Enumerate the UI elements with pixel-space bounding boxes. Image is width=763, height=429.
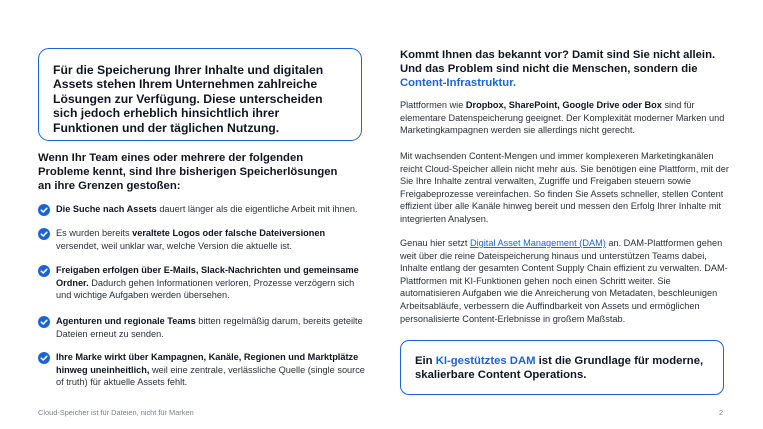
heading-plain: Kommt Ihnen das bekannt vor? Damit sind Sie nicht allein. Und das Problem sind nicht die Menschen, sondern die xyxy=(400,49,716,75)
paragraph-dam xyxy=(400,237,730,325)
problem-text xyxy=(56,315,370,340)
check-circle-icon xyxy=(38,228,50,240)
paragraph-platforms xyxy=(400,99,730,137)
problem-prefix: Es wurden bereits xyxy=(56,228,133,238)
problem-bold: veraltete Logos oder falsche Dateiversionen xyxy=(132,228,326,238)
callout-prefix: Ein xyxy=(415,355,436,367)
callout-highlight: KI-gestütztes DAM xyxy=(435,355,536,367)
callout-text: ist die Grundlage für moderne, skalierbare Content Operations. xyxy=(415,355,704,381)
problem-bold: Freigaben erfolgen über E-Mails, Slack-Nachrichten und gemeinsame Ordner. xyxy=(56,265,359,288)
callout-box xyxy=(400,340,724,395)
problem-rest: dauert länger als die eigentliche Arbeit mit ihnen. xyxy=(156,204,358,214)
para1-prefix: Plattformen wie xyxy=(400,100,466,110)
problem-rest: bitten regelmäßig darum, bereits geteilte Dateien erneut zu senden. xyxy=(56,316,363,339)
problems-heading: Wenn Ihr Team eines oder mehrere der folgenden Probleme kennt, sind Ihre bisherigen Speicherlösungen an ihre Grenzen gestoßen: xyxy=(38,152,338,192)
check-circle-icon xyxy=(38,204,50,216)
right-heading xyxy=(400,48,730,90)
heading-highlight: Content-Infrastruktur. xyxy=(400,77,517,89)
problem-bold: Ihre Marke wirkt über Kampagnen, Kanäle, Regionen und Marktplätze hinweg uneinheitlich, xyxy=(56,352,359,375)
problem-rest: weil eine zentrale, verlässliche Quelle (single source of truth) für aktuelle Assets fehlt. xyxy=(56,364,365,388)
check-circle-icon xyxy=(38,316,50,328)
check-circle-icon xyxy=(38,265,50,277)
problem-text xyxy=(56,264,370,302)
problem-text xyxy=(56,203,370,216)
dam-link[interactable]: Digital Asset Management (DAM) xyxy=(469,238,606,248)
paragraph-cloud: Mit wachsenden Content-Mengen und immer komplexeren Marketingkanälen reicht Cloud-Speicher allein nicht mehr aus. Sie benötigen eine Plattform, mit der Sie Ihre Inhalte zentral verwalten, Zugriffe und Freigaben steuern sowie Freigabeprozesse vereinfachen. So finden Sie Assets schneller, stellen Content effizient über alle Kanäle hinweg bereit und messen den Erfolg Ihrer Inhalte mit integrierten Analysen. xyxy=(400,151,729,224)
problem-rest: Dadurch gehen Informationen verloren, Prozesse verzögern sich und wichtige Aufgaben werden übersehen. xyxy=(56,277,355,301)
problem-text xyxy=(56,227,370,252)
check-circle-icon xyxy=(38,352,50,364)
intro-text: Für die Speicherung Ihrer Inhalte und digitalen Assets stehen Ihrem Unternehmen zahlreiche Lösungen zur Verfügung. Diese unterscheiden sich jedoch erheblich hinsichtlich ihrer Funktionen und der täglichen Nutzung. xyxy=(53,63,324,135)
para1-bold: Dropbox, SharePoint, Google Drive oder Box xyxy=(465,100,662,110)
problem-text xyxy=(56,351,370,389)
footer-text: Cloud-Speicher ist für Dateien, nicht für Marken xyxy=(38,408,194,417)
problem-bold: Agenturen und regionale Teams xyxy=(56,316,196,326)
para3-text: an. DAM-Plattformen gehen weit über die reine Dateispeicherung hinaus und unterstützen Teams dabei, Inhalte entlang der gesamten Content Supply Chain effizient zu verwalten. DAM-Plattformen mit KI-Funktionen gehen noch einen Schritt weiter. Sie automatisieren Aufgaben wie die Anreicherung von Metadaten, beschleunigen Arbeitsabläufe, verbessern die Auffindbarkeit von Assets und ermöglichen personalisierte Content-Erlebnisse in großem Maßstab. xyxy=(400,238,728,324)
problem-bold: Die Suche nach Assets xyxy=(56,204,157,214)
para3-prefix: Genau hier setzt xyxy=(400,238,470,248)
para1-text: sind für elementare Datenspeicherung geeignet. Der Komplexität moderner Marken und Marketingkampagnen werden sie allerdings nicht gerecht. xyxy=(400,100,725,136)
intro-box xyxy=(38,48,362,141)
page-number: 2 xyxy=(719,408,724,417)
problem-rest: versendet, weil unklar war, welche Version die aktuelle ist. xyxy=(56,240,292,251)
